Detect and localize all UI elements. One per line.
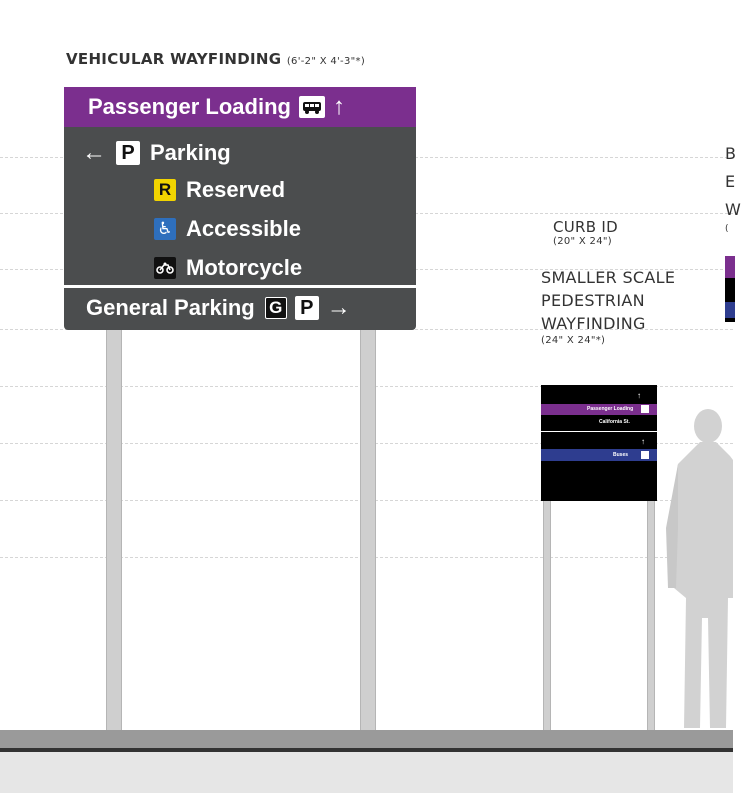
general-parking-row bbox=[86, 294, 351, 322]
arrow-right-icon: → bbox=[326, 294, 351, 321]
reserved-symbol: R bbox=[154, 179, 176, 201]
sign-divider bbox=[64, 285, 416, 288]
edge-heading-letter: W bbox=[725, 200, 741, 219]
edge-sign-purple bbox=[725, 256, 735, 278]
parking-label: Parking bbox=[150, 140, 231, 165]
edge-heading-letter: E bbox=[725, 172, 736, 191]
sign-divider bbox=[541, 431, 657, 432]
person-silhouette bbox=[660, 398, 733, 730]
parking-symbol: P bbox=[116, 141, 140, 165]
edge-heading bbox=[725, 140, 741, 234]
bus-icon bbox=[641, 451, 649, 459]
pedestrian-sign bbox=[541, 385, 657, 501]
vehicular-heading bbox=[66, 50, 365, 68]
edge-sign-blue bbox=[725, 302, 735, 318]
buses-label: Buses bbox=[613, 452, 629, 458]
reserved-label: Reserved bbox=[186, 177, 286, 202]
edge-heading-letter: B bbox=[725, 144, 737, 163]
curb-id-title: CURB ID bbox=[553, 218, 619, 236]
pedestrian-line2: PEDESTRIAN bbox=[541, 291, 645, 310]
motorcycle-row bbox=[154, 255, 302, 281]
vehicular-dims: (6'-2" X 4'-3"*) bbox=[286, 56, 366, 67]
buses-bar bbox=[541, 449, 657, 461]
bus-icon bbox=[299, 96, 325, 118]
passenger-loading-label: Passenger Loading bbox=[587, 406, 634, 412]
pedestrian-dims: (24" X 24"*) bbox=[541, 335, 606, 346]
arrow-up-icon: ↑ bbox=[332, 93, 345, 120]
reserved-row bbox=[154, 177, 285, 203]
pedestrian-line3: WAYFINDING bbox=[541, 314, 646, 333]
accessible-icon: ♿ bbox=[154, 218, 176, 240]
pedestrian-sign-post-left bbox=[543, 501, 551, 730]
bus-icon bbox=[641, 405, 649, 413]
passenger-loading-row bbox=[88, 93, 345, 121]
accessible-label: Accessible bbox=[186, 216, 301, 241]
parking-symbol: P bbox=[295, 296, 319, 320]
general-parking-label: General Parking bbox=[86, 295, 255, 320]
sign-post-left bbox=[106, 330, 122, 730]
motorcycle-icon bbox=[154, 257, 176, 279]
edge-heading-letter: ( bbox=[725, 224, 729, 234]
passenger-loading-label: Passenger Loading bbox=[88, 94, 291, 119]
arrow-left-icon: ← bbox=[82, 139, 106, 166]
pedestrian-heading bbox=[541, 266, 675, 347]
california-label: California St. bbox=[599, 419, 630, 425]
ground-line bbox=[0, 730, 733, 752]
arrow-up-icon: ↑ bbox=[641, 437, 645, 446]
motorcycle-label: Motorcycle bbox=[186, 255, 303, 280]
general-symbol: G bbox=[265, 297, 287, 319]
curb-id-dims: (20" X 24") bbox=[553, 236, 612, 247]
curb-id-heading bbox=[553, 218, 618, 247]
pedestrian-line1: SMALLER SCALE bbox=[541, 268, 676, 287]
pedestrian-sign-post-right bbox=[647, 501, 655, 730]
parking-row bbox=[82, 139, 231, 167]
sign-post-right bbox=[360, 330, 376, 730]
vehicular-title: VEHICULAR WAYFINDING bbox=[66, 50, 282, 68]
accessible-row bbox=[154, 216, 301, 242]
vehicular-sign bbox=[64, 87, 416, 330]
edge-sign bbox=[725, 256, 735, 322]
arrow-up-icon: ↑ bbox=[637, 391, 641, 400]
